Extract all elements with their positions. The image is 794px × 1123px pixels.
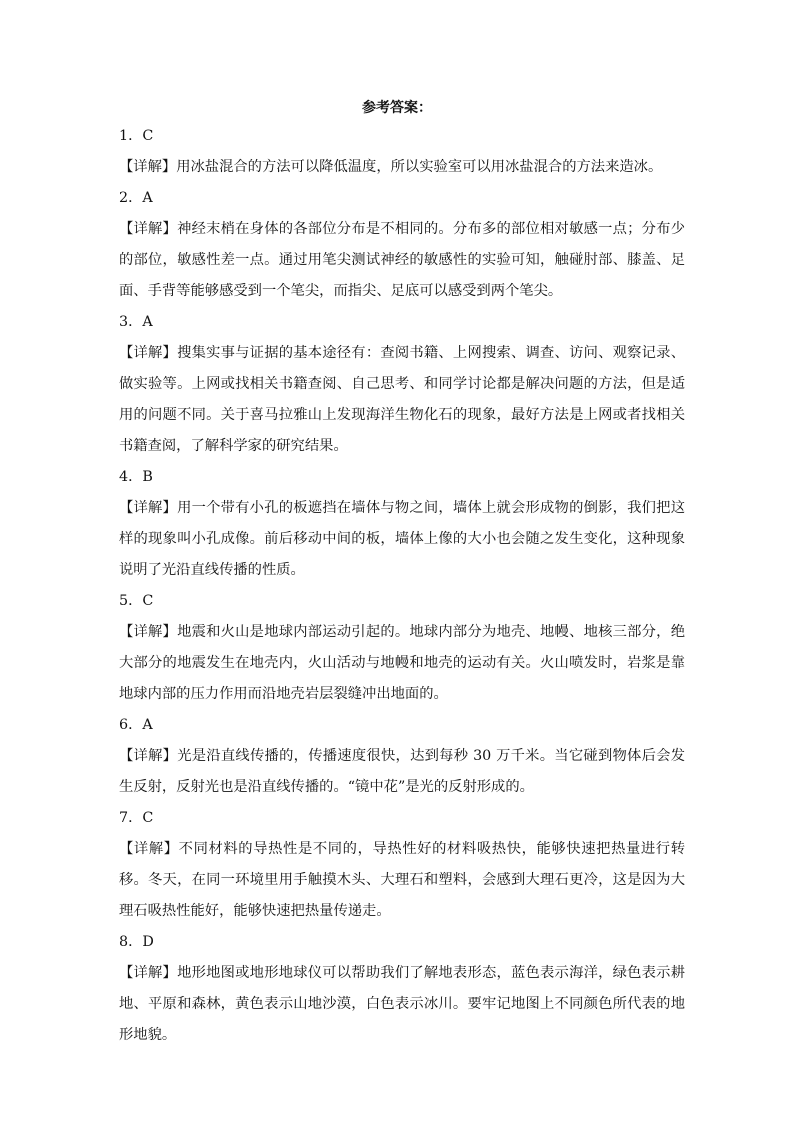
detail-text: 光是沿直线传播的，传播速度很快，达到每秒 30 万千米。当它碰到物体后会发生反射，反射光也是沿直线传播的。“镜中花”是光的反射形成的。 [119, 748, 686, 795]
answer-number: 3．A [119, 314, 153, 330]
answer-item [119, 121, 685, 183]
detail-tag: 【详解】 [119, 159, 177, 175]
answer-item [119, 586, 685, 710]
answer-number: 1．C [119, 128, 154, 144]
answer-number: 6．A [119, 717, 153, 733]
detail-tag: 【详解】 [119, 345, 178, 361]
answer-detail [119, 617, 685, 710]
answer-number: 7．C [119, 810, 154, 826]
answer-item [119, 710, 685, 803]
detail-tag: 【详解】 [119, 221, 178, 237]
answer-number: 8．D [119, 934, 154, 950]
detail-text: 用冰盐混合的方法可以降低温度，所以实验室可以用冰盐混合的方法来造冰。 [176, 159, 663, 175]
answer-item [119, 927, 685, 1051]
detail-tag: 【详解】 [119, 624, 178, 640]
answer-detail [119, 214, 685, 307]
detail-tag: 【详解】 [119, 500, 178, 516]
answer-detail [119, 834, 685, 927]
detail-tag: 【详解】 [119, 841, 179, 857]
answer-number: 2．A [119, 190, 153, 206]
answer-list [119, 121, 685, 1051]
answer-number: 4．B [119, 469, 153, 485]
answer-detail [119, 958, 685, 1051]
detail-text: 地震和火山是地球内部运动引起的。地球内部分为地壳、地幔、地核三部分，绝大部分的地震发生在地壳内，火山活动与地幔和地壳的运动有关。火山喷发时，岩浆是靠地球内部的压力作用而沿地壳岩层裂缝冲出地面的。 [119, 624, 686, 702]
answer-item [119, 462, 685, 586]
detail-tag: 【详解】 [119, 965, 178, 981]
detail-text: 神经末梢在身体的各部位分布是不相同的。分布多的部位相对敏感一点；分布少的部位，敏感性差一点。通过用笔尖测试神经的敏感性的实验可知，触碰肘部、膝盖、足面、手背等能够感受到一个笔尖，而指尖、足底可以感受到两个笔尖。 [119, 221, 686, 299]
answer-number: 5．C [119, 593, 154, 609]
answer-detail [119, 152, 685, 183]
detail-text: 用一个带有小孔的板遮挡在墙体与物之间，墙体上就会形成物的倒影，我们把这样的现象叫小孔成像。前后移动中间的板，墙体上像的大小也会随之发生变化，这种现象说明了光沿直线传播的性质。 [119, 500, 686, 578]
page-title: 参考答案： [362, 100, 432, 116]
answer-item [119, 307, 685, 462]
answer-detail [119, 338, 685, 462]
detail-text: 搜集实事与证据的基本途径有：查阅书籍、上网搜索、调查、访问、观察记录、做实验等。上网或找相关书籍查阅、自己思考、和同学讨论都是解决问题的方法，但是适用的问题不同。关于喜马拉雅山上发现海洋生物化石的现象，最好方法是上网或者找相关书籍查阅，了解科学家的研究结果。 [119, 345, 686, 454]
answer-detail [119, 741, 685, 803]
detail-tag: 【详解】 [119, 748, 178, 764]
detail-text: 不同材料的导热性是不同的，导热性好的材料吸热快，能够快速把热量进行转移。冬天，在同一环境里用手触摸木头、大理石和塑料，会感到大理石更冷，这是因为大理石吸热性能好，能够快速把热量传递走。 [119, 841, 686, 919]
answer-detail [119, 493, 685, 586]
answer-item [119, 183, 685, 307]
answer-item [119, 803, 685, 927]
detail-text: 地形地图或地形地球仪可以帮助我们了解地表形态，蓝色表示海洋，绿色表示耕地、平原和森林，黄色表示山地沙漠，白色表示冰川。要牢记地图上不同颜色所代表的地形地貌。 [119, 965, 686, 1043]
